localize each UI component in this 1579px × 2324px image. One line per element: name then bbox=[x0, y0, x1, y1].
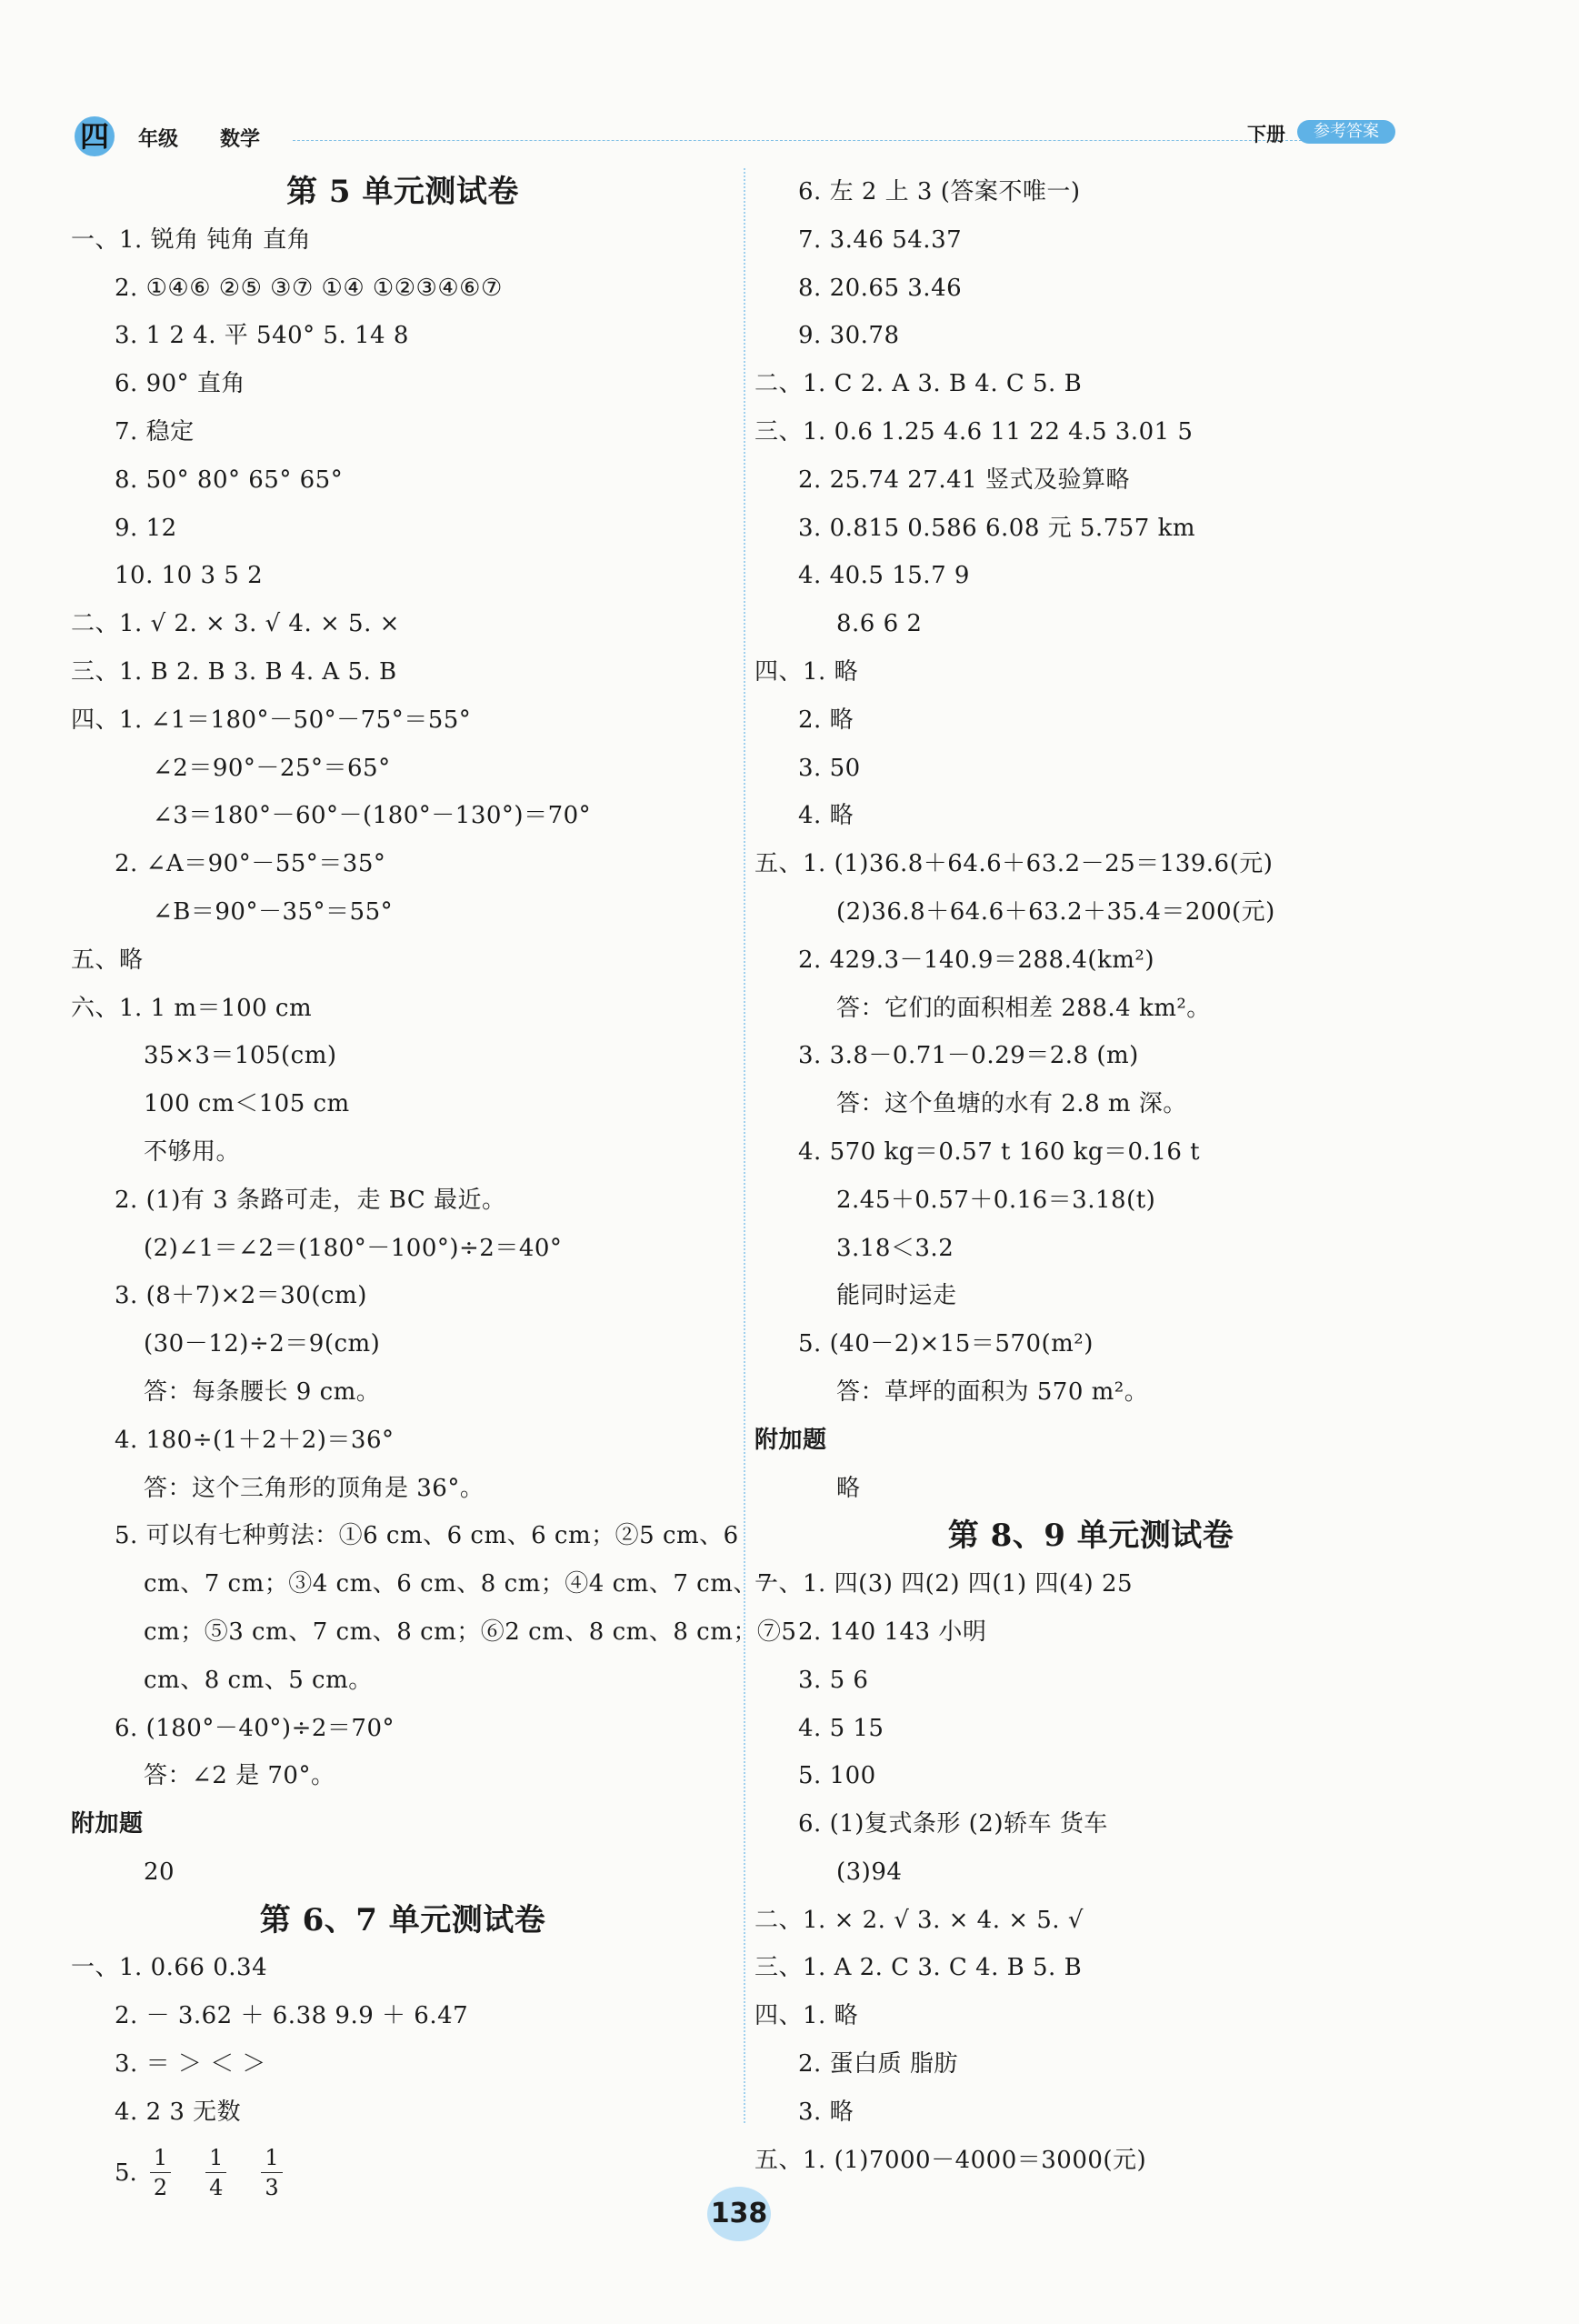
answer-line: 3. 0.815 0.586 6.08 元 5.757 km bbox=[798, 514, 1195, 542]
answer-line: 6. (1)复式条形 (2)轿车 货车 bbox=[798, 1810, 1108, 1838]
subject-label: 数学 bbox=[220, 128, 261, 151]
answer-line: 四、1. 略 bbox=[755, 657, 859, 686]
answer-line: 100 cm＜105 cm bbox=[144, 1090, 350, 1118]
answer-badge: 参考答案 bbox=[1297, 120, 1395, 144]
answer-line: 9. 12 bbox=[115, 514, 177, 542]
answer-line: 3. 50 bbox=[798, 754, 861, 782]
page-header bbox=[75, 116, 1393, 162]
answer-line: 4. 570 kg＝0.57 t 160 kg＝0.16 t bbox=[798, 1137, 1201, 1166]
answer-line: 6. 左 2 上 3 (答案不唯一) bbox=[798, 178, 1081, 205]
answer-line: 三、1. B 2. B 3. B 4. A 5. B bbox=[71, 657, 397, 686]
answer-line: 2.45＋0.57＋0.16＝3.18(t) bbox=[836, 1186, 1156, 1214]
section-title: 第 8、9 单元测试卷 bbox=[947, 1518, 1234, 1555]
fraction-denominator: 4 bbox=[209, 2175, 224, 2201]
answer-line: 7. 3.46 54.37 bbox=[798, 225, 963, 254]
answer-line: 4. 2 3 无数 bbox=[115, 2098, 242, 2126]
answer-line: (2)36.8＋64.6＋63.2＋35.4＝200(元) bbox=[836, 897, 1275, 926]
answer-line: 四、1. 略 bbox=[755, 2002, 859, 2030]
answer-line: 三、1. A 2. C 3. C 4. B 5. B bbox=[755, 1954, 1083, 1982]
answer-line: 二、1. × 2. √ 3. × 4. × 5. √ bbox=[755, 1906, 1084, 1934]
answer-line: 9. 30.78 bbox=[798, 322, 900, 350]
answer-line: 8. 20.65 3.46 bbox=[798, 274, 963, 302]
answer-line: 答：草坪的面积为 570 m²。 bbox=[836, 1377, 1149, 1406]
fraction-denominator: 3 bbox=[265, 2175, 279, 2201]
answer-line: 2. 25.74 27.41 竖式及验算略 bbox=[798, 466, 1130, 494]
answer-line: 三、1. 0.6 1.25 4.6 11 22 4.5 3.01 5 bbox=[755, 417, 1194, 446]
answer-line: 不够用。 bbox=[144, 1137, 241, 1166]
answer-line: (3)94 bbox=[836, 1858, 903, 1886]
answer-line: 2. 略 bbox=[798, 706, 854, 734]
answer-line: 5. 100 bbox=[798, 1762, 876, 1790]
answer-line: 3. 5 6 bbox=[798, 1666, 869, 1694]
answer-line: 7. 稳定 bbox=[115, 417, 195, 446]
answer-line: 一、1. 锐角 钝角 直角 bbox=[71, 225, 312, 254]
answer-line: 2. 429.3－140.9＝288.4(km²) bbox=[798, 946, 1154, 974]
answer-line: 五、1. (1)7000－4000＝3000(元) bbox=[755, 2146, 1147, 2174]
fraction-denominator: 2 bbox=[153, 2175, 168, 2201]
answer-line: 2. 140 143 小明 bbox=[798, 1618, 987, 1646]
answer-line: 4. 略 bbox=[798, 802, 854, 830]
answer-line: 4. 180÷(1＋2＋2)＝36° bbox=[115, 1426, 395, 1454]
answer-line: 6. 90° 直角 bbox=[115, 370, 245, 398]
answer-line: cm、8 cm、5 cm。 bbox=[144, 1666, 373, 1694]
left-column bbox=[71, 168, 797, 2209]
answer-line: ∠3＝180°－60°－(180°－130°)＝70° bbox=[153, 802, 592, 830]
answer-line: 2. (1)有 3 条路可走，走 BC 最近。 bbox=[115, 1186, 506, 1214]
answer-line: 2. － 3.62 ＋ 6.38 9.9 ＋ 6.47 bbox=[115, 2002, 469, 2030]
answer-line: 答：它们的面积相差 288.4 km²。 bbox=[836, 994, 1211, 1022]
answer-line: (30－12)÷2＝9(cm) bbox=[144, 1330, 381, 1358]
page-number: 138 bbox=[707, 2187, 771, 2241]
section-title: 第 5 单元测试卷 bbox=[286, 174, 519, 210]
answer-line: 4. 5 15 bbox=[798, 1714, 884, 1742]
header-rule bbox=[293, 140, 1302, 141]
fraction-numerator: 1 bbox=[261, 2143, 282, 2173]
answer-line: 6. (180°－40°)÷2＝70° bbox=[115, 1714, 395, 1742]
answer-line: ∠2＝90°－25°＝65° bbox=[153, 754, 391, 782]
answer-line: 一、1. 四(3) 四(2) 四(1) 四(4) 25 bbox=[755, 1570, 1134, 1598]
answer-line: 能同时运走 bbox=[836, 1282, 957, 1310]
answer-line: 3. 1 2 4. 平 540° 5. 14 8 bbox=[115, 322, 409, 350]
fraction-numerator: 1 bbox=[150, 2143, 171, 2173]
answer-line: cm、7 cm；③4 cm、6 cm、8 cm；④4 cm、7 cm、7 bbox=[144, 1570, 773, 1598]
answer-line: 2. 蛋白质 脂肪 bbox=[798, 2050, 958, 2079]
answer-line: 3. ＝ ＞ ＜ ＞ bbox=[115, 2050, 266, 2079]
answer-line: 答：∠2 是 70°。 bbox=[144, 1762, 335, 1790]
answer-line: cm；⑤3 cm、7 cm、8 cm；⑥2 cm、8 cm、8 cm；⑦5 bbox=[144, 1618, 797, 1646]
answer-line: 四、1. ∠1＝180°－50°－75°＝55° bbox=[71, 706, 472, 734]
answer-line: 8. 50° 80° 65° 65° bbox=[115, 466, 344, 494]
answer-line: 五、1. (1)36.8＋64.6＋63.2－25＝139.6(元) bbox=[755, 850, 1274, 878]
fraction-line-label: 5. bbox=[115, 2159, 137, 2187]
answer-line: 20 bbox=[144, 1858, 175, 1886]
answer-line: 附加题 bbox=[71, 1810, 144, 1838]
answer-line: 六、1. 1 m＝100 cm bbox=[71, 994, 313, 1022]
grade-label: 年级 bbox=[138, 128, 179, 151]
answer-line: 五、略 bbox=[71, 946, 144, 974]
grade-badge: 四 bbox=[75, 116, 115, 156]
answer-line: 5. 可以有七种剪法：①6 cm、6 cm、6 cm；②5 cm、6 bbox=[115, 1522, 739, 1550]
fraction bbox=[150, 2143, 171, 2202]
fraction bbox=[261, 2143, 282, 2202]
section-title: 第 6、7 单元测试卷 bbox=[259, 1901, 546, 1938]
answer-line: ∠B＝90°－35°＝55° bbox=[153, 897, 394, 926]
answer-line: 答：这个鱼塘的水有 2.8 m 深。 bbox=[836, 1090, 1187, 1118]
answer-line: 3. (8＋7)×2＝30(cm) bbox=[115, 1282, 367, 1310]
fraction bbox=[205, 2143, 226, 2202]
answer-line: 二、1. C 2. A 3. B 4. C 5. B bbox=[755, 370, 1083, 398]
answer-line: 5. (40－2)×15＝570(m²) bbox=[798, 1330, 1094, 1358]
column-divider bbox=[744, 168, 745, 2123]
answer-line: 2. ∠A＝90°－55°＝35° bbox=[115, 850, 386, 878]
answer-line: 4. 40.5 15.7 9 bbox=[798, 562, 970, 590]
answer-line: (2)∠1＝∠2＝(180°－100°)÷2＝40° bbox=[144, 1234, 563, 1262]
fraction-numerator: 1 bbox=[205, 2143, 226, 2173]
answer-line: 35×3＝105(cm) bbox=[144, 1042, 337, 1070]
volume-label: 下册 bbox=[1247, 124, 1285, 145]
answer-line: 3. 3.8－0.71－0.29＝2.8 (m) bbox=[798, 1042, 1139, 1070]
answer-line: 附加题 bbox=[755, 1426, 827, 1454]
answer-line: 一、1. 0.66 0.34 bbox=[71, 1954, 268, 1982]
answer-line: 答：这个三角形的顶角是 36°。 bbox=[144, 1474, 485, 1502]
answer-line: 2. ①④⑥ ②⑤ ③⑦ ①④ ①②③④⑥⑦ bbox=[115, 274, 503, 302]
answer-line: 8.6 6 2 bbox=[836, 610, 923, 638]
answer-line: 二、1. √ 2. × 3. √ 4. × 5. × bbox=[71, 610, 400, 638]
answer-line: 10. 10 3 5 2 bbox=[115, 562, 264, 590]
answer-line: 3. 略 bbox=[798, 2098, 854, 2126]
answer-line: 略 bbox=[836, 1474, 861, 1502]
answer-line: 答：每条腰长 9 cm。 bbox=[144, 1377, 381, 1406]
fraction-answer-line bbox=[71, 2137, 735, 2209]
right-column bbox=[755, 168, 1427, 2184]
answer-line: 3.18＜3.2 bbox=[836, 1234, 954, 1262]
